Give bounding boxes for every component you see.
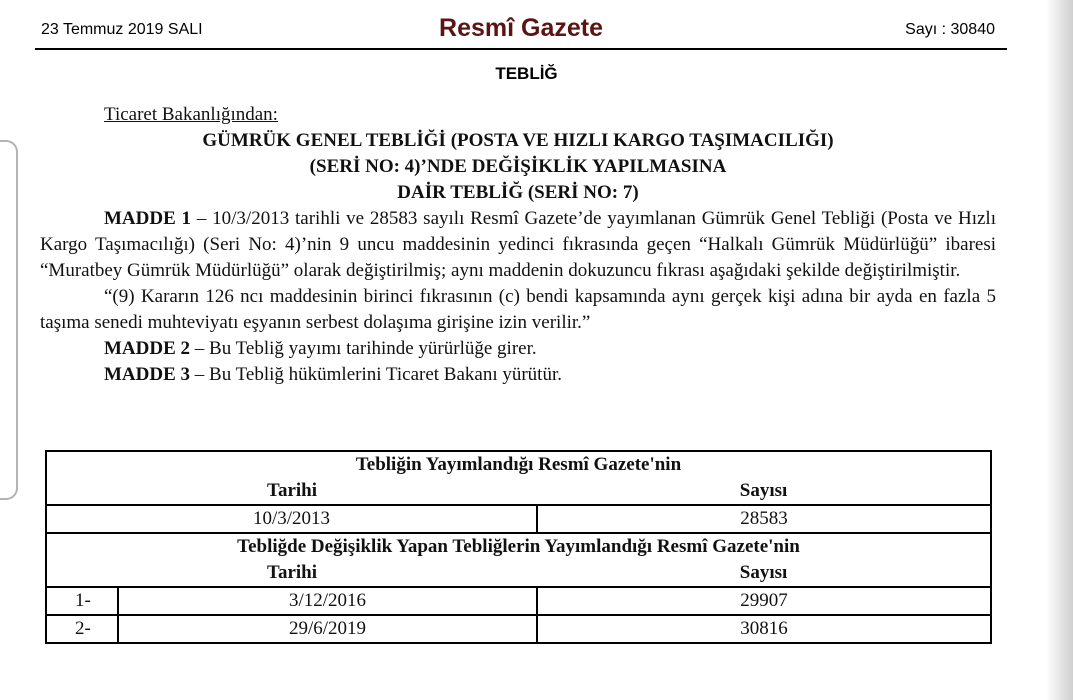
- column-header-date: Tarihi: [46, 560, 537, 587]
- table-heading: Tebliğde Değişiklik Yapan Tebliğlerin Yayımlandığı Resmî Gazete'nin: [46, 533, 991, 560]
- table-heading-row: [46, 451, 991, 478]
- header-rule: [35, 48, 1007, 50]
- article-label: MADDE 1: [104, 208, 192, 229]
- issue-number: Sayı : 30840: [905, 21, 995, 38]
- amendment-number: 29907: [537, 587, 991, 615]
- gazette-header: [35, 12, 1007, 50]
- column-header-date: Tarihi: [46, 478, 537, 505]
- title-line-2: (SERİ NO: 4)’NDE DEĞİŞİKLİK YAPILMASINA: [309, 156, 727, 177]
- amendment-number: 30816: [537, 615, 991, 643]
- table-heading-row: [46, 533, 991, 560]
- article-text: – 10/3/2013 tarihli ve 28583 sayılı Resmî Gazete’de yayımlanan Gümrük Genel Tebliği (Posta ve Hızlı Kargo Taşımacılığı) (Seri No: 4)’nin 9 uncu maddesinin yedinci fıkrasında geçen “Halkalı Gümrük Müdürlüğü” ibaresi “Muratbey Gümrük Müdürlüğü” olarak değiştirilmiş; aynı maddenin dokuzuncu fıkrası aşağıdaki şekilde değiştirilmiştir.: [40, 208, 996, 281]
- amendment-date: 3/12/2016: [118, 587, 537, 615]
- original-number: 28583: [537, 505, 991, 533]
- table-row: [46, 615, 991, 643]
- table-column-header-row: [46, 478, 991, 505]
- article-3: [40, 362, 996, 388]
- left-edge-tab: [0, 140, 18, 500]
- ministry-name: Ticaret Bakanlığından:: [104, 104, 278, 125]
- article-1: [40, 206, 996, 284]
- article-text: – Bu Tebliğ yayımı tarihinde yürürlüğe girer.: [190, 338, 537, 359]
- section-label: TEBLİĞ: [495, 64, 558, 83]
- amendment-index: 1-: [46, 587, 118, 615]
- article-text: – Bu Tebliğ hükümlerini Ticaret Bakanı yürütür.: [190, 364, 562, 385]
- amendment-date: 29/6/2019: [118, 615, 537, 643]
- table-column-header-row: [46, 560, 991, 587]
- table-heading: Tebliğin Yayımlandığı Resmî Gazete'nin: [46, 451, 991, 478]
- article-1-quote: [40, 284, 996, 336]
- document-body: [40, 102, 996, 388]
- article-2: [40, 336, 996, 362]
- table-row: [46, 505, 991, 533]
- page-edge-shadow: [1046, 0, 1073, 700]
- issue-date: 23 Temmuz 2019 SALI: [41, 21, 203, 38]
- column-header-number: Sayısı: [537, 560, 991, 587]
- article-text: “(9) Kararın 126 ncı maddesinin birinci fıkrasının (c) bendi kapsamında aynı gerçek kişi adına bir ayda en fazla 5 taşıma senedi muhteviyatı eşyanın serbest dolaşıma girişine izin verilir.”: [40, 286, 996, 333]
- article-label: MADDE 2: [104, 338, 191, 359]
- column-header-number: Sayısı: [537, 478, 991, 505]
- title-line-3: DAİR TEBLİĞ (SERİ NO: 7): [397, 182, 639, 203]
- table-row: [46, 587, 991, 615]
- amendment-index: 2-: [46, 615, 118, 643]
- article-label: MADDE 3: [104, 364, 191, 385]
- gazette-title: Resmî Gazete: [439, 14, 603, 42]
- title-line-1: GÜMRÜK GENEL TEBLİĞİ (POSTA VE HIZLI KARGO TAŞIMACILIĞI): [202, 130, 834, 151]
- original-date: 10/3/2013: [46, 505, 537, 533]
- publication-reference-table: [45, 450, 992, 644]
